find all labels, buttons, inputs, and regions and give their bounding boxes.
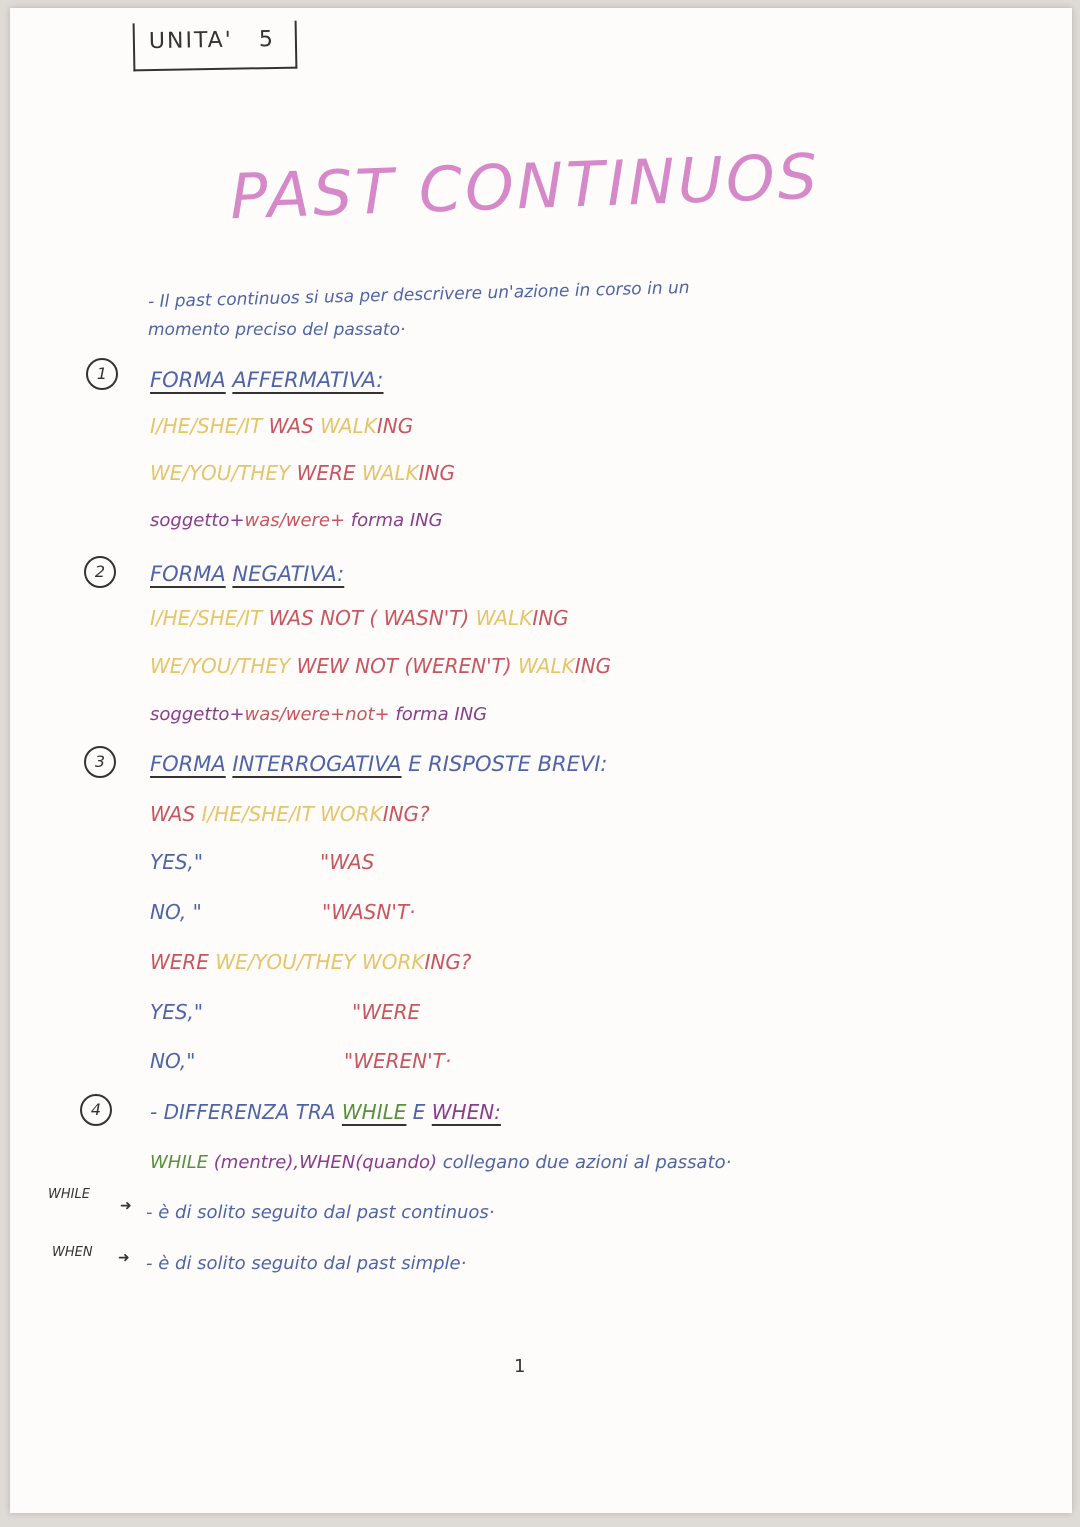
ing-suffix: ING bbox=[418, 461, 455, 485]
formula-part: soggetto+ bbox=[150, 510, 245, 531]
verb-stem: WALK bbox=[320, 414, 377, 438]
short-answer-no-2: NO," bbox=[150, 1049, 196, 1073]
question-row-1 bbox=[150, 802, 430, 826]
affirmative-row-1 bbox=[150, 414, 413, 438]
short-answer-no-2-verb: "WEREN'T· bbox=[344, 1049, 452, 1073]
when-word: WHEN bbox=[299, 1152, 356, 1173]
section-4-heading bbox=[150, 1100, 501, 1124]
section-marker-4: 4 bbox=[80, 1094, 112, 1126]
heading-interrogativa: INTERROGATIVA bbox=[232, 752, 402, 776]
heading-while: WHILE bbox=[341, 1100, 407, 1124]
heading-risposte-brevi: E RISPOSTE BREVI: bbox=[408, 752, 608, 776]
unit-number: 5 bbox=[258, 26, 276, 53]
while-word: WHILE bbox=[150, 1152, 209, 1173]
while-translation: (mentre), bbox=[208, 1152, 300, 1173]
subject: WE/YOU/THEY bbox=[150, 461, 291, 485]
heading-text: E bbox=[406, 1100, 432, 1124]
ing-suffix: ING? bbox=[424, 950, 472, 974]
subject: WE/YOU/THEY bbox=[150, 654, 291, 678]
auxiliary: WERE bbox=[150, 950, 209, 974]
formula-part: forma ING bbox=[389, 704, 488, 725]
heading-negativa: NEGATIVA: bbox=[232, 562, 345, 586]
section-3-heading bbox=[150, 752, 607, 776]
heading-text: - DIFFERENZA TRA bbox=[150, 1100, 342, 1124]
question-row-2 bbox=[150, 950, 471, 974]
intro-line-2: momento preciso del passato· bbox=[148, 320, 406, 340]
subject: I/HE/SHE/IT bbox=[201, 802, 314, 826]
section-2-heading bbox=[150, 562, 344, 586]
intro-line-1: - Il past continuos si usa per descrivere un'azione in corso in un bbox=[147, 277, 690, 313]
auxiliary: WERE bbox=[296, 461, 356, 485]
verb-stem: WORK bbox=[320, 802, 383, 826]
short-answer-yes-2-verb: "WERE bbox=[352, 1000, 421, 1024]
heading-forma: FORMA bbox=[150, 368, 226, 392]
while-rule: - è di solito seguito dal past continuos· bbox=[146, 1202, 495, 1223]
verb-stem: WALK bbox=[475, 606, 533, 630]
margin-label-when: WHEN bbox=[52, 1245, 93, 1260]
arrow-right-icon: ➜ bbox=[118, 1250, 130, 1266]
formula-part: forma ING bbox=[345, 510, 443, 531]
verb-stem: WORK bbox=[361, 950, 425, 974]
section-1-heading bbox=[150, 368, 384, 392]
short-answer-yes-1-verb: "WAS bbox=[320, 850, 375, 874]
heading-when: WHEN: bbox=[431, 1100, 501, 1124]
verb-stem: WALK bbox=[518, 654, 575, 678]
formula-part: was/were+not+ bbox=[244, 704, 390, 725]
when-translation: (quando) bbox=[355, 1152, 438, 1173]
auxiliary: WEW NOT (WEREN'T) bbox=[296, 654, 512, 678]
short-answer-yes-1: YES," bbox=[150, 850, 204, 874]
unit-label: UNITA' bbox=[148, 27, 234, 55]
arrow-right-icon: ➜ bbox=[120, 1198, 132, 1214]
affirmative-formula bbox=[150, 510, 443, 531]
auxiliary: WAS bbox=[268, 414, 314, 438]
negative-row-2 bbox=[150, 654, 611, 678]
verb-stem: WALK bbox=[361, 461, 419, 485]
explanation-text: collegano due azioni al passato· bbox=[437, 1152, 732, 1173]
page-title: PAST CONTINUOS bbox=[228, 139, 822, 234]
ing-suffix: ING bbox=[532, 606, 569, 630]
unit-header-box bbox=[133, 21, 298, 72]
margin-label-while: WHILE bbox=[48, 1187, 90, 1202]
heading-forma: FORMA bbox=[150, 562, 226, 586]
heading-affermativa: AFFERMATIVA: bbox=[232, 368, 384, 392]
subject: I/HE/SHE/IT bbox=[150, 606, 263, 630]
ing-suffix: ING? bbox=[382, 802, 430, 826]
section-marker-2: 2 bbox=[84, 556, 116, 588]
while-when-explanation bbox=[150, 1152, 731, 1173]
short-answer-yes-2: YES," bbox=[150, 1000, 204, 1024]
heading-forma: FORMA bbox=[150, 752, 226, 776]
auxiliary: WAS bbox=[150, 802, 196, 826]
subject: I/HE/SHE/IT bbox=[150, 414, 263, 438]
short-answer-no-1-verb: "WASN'T· bbox=[322, 900, 416, 924]
subject: WE/YOU/THEY bbox=[215, 950, 356, 974]
auxiliary: WAS NOT ( WASN'T) bbox=[268, 606, 470, 630]
page-number: 1 bbox=[514, 1356, 526, 1377]
short-answer-no-1: NO, " bbox=[150, 900, 202, 924]
when-rule: - è di solito seguito dal past simple· bbox=[146, 1253, 467, 1274]
section-marker-1: 1 bbox=[86, 358, 118, 390]
section-marker-3: 3 bbox=[84, 746, 116, 778]
formula-part: soggetto+ bbox=[150, 704, 245, 725]
ing-suffix: ING bbox=[376, 414, 414, 438]
formula-part: was/were+ bbox=[244, 510, 346, 531]
ing-suffix: ING bbox=[574, 654, 612, 678]
affirmative-row-2 bbox=[150, 461, 455, 485]
negative-row-1 bbox=[150, 606, 569, 630]
negative-formula bbox=[150, 704, 487, 725]
